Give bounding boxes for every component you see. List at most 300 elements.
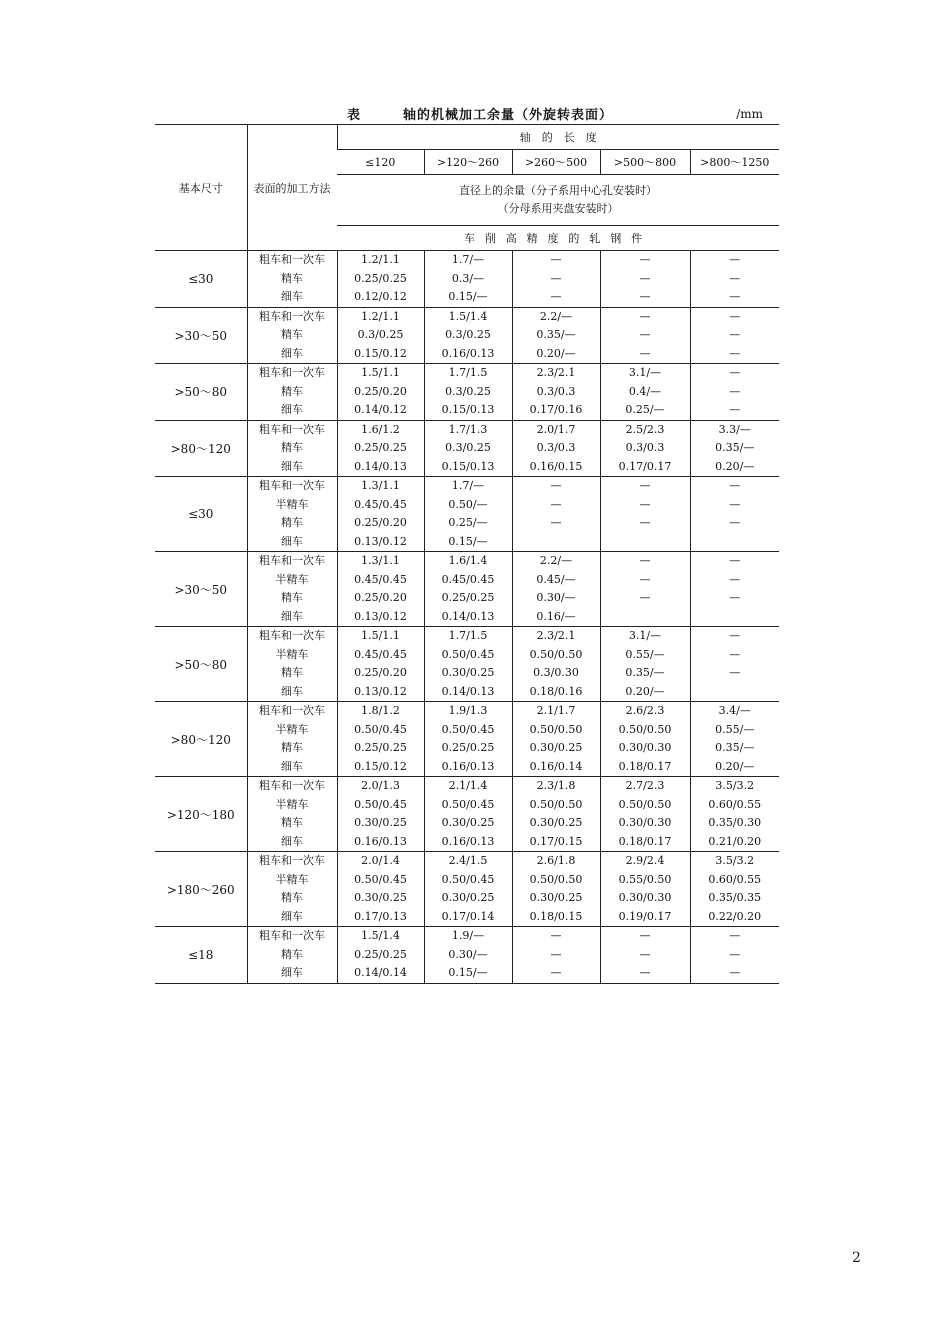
- method-line: 粗车和一次车: [259, 554, 325, 567]
- allowance-value: —: [639, 591, 651, 604]
- allowance-value: —: [729, 271, 741, 285]
- allowance-value: —: [729, 666, 741, 679]
- method-line: 精车: [281, 666, 303, 679]
- method-cell: [247, 777, 337, 852]
- allowance-cell: [424, 420, 512, 477]
- allowance-value: 2.4/1.5: [448, 854, 488, 867]
- basic-size-cell: ≤30: [155, 477, 247, 552]
- allowance-cell: [600, 307, 690, 364]
- allowance-value: 1.7/—: [451, 253, 485, 266]
- header-length-range: >500～800: [600, 150, 690, 175]
- allowance-value: —: [639, 309, 651, 323]
- allowance-value: 0.15/—: [448, 290, 488, 303]
- allowance-value: —: [729, 290, 741, 303]
- allowance-cell: [512, 852, 600, 927]
- allowance-value: —: [639, 253, 651, 266]
- allowance-value: 0.14/0.13: [441, 684, 495, 698]
- allowance-value: 0.16/0.13: [441, 346, 495, 360]
- allowance-cell: [337, 702, 424, 777]
- allowance-value: 1.6/1.2: [361, 422, 400, 436]
- allowance-value: 0.30/0.25: [529, 741, 583, 754]
- allowance-value: 2.0/1.7: [536, 422, 576, 436]
- allowance-value: 3.1/—: [628, 629, 662, 642]
- allowance-value: —: [550, 929, 562, 942]
- allowance-value: 3.5/3.2: [715, 779, 755, 792]
- allowance-value: 0.50/0.50: [529, 722, 583, 736]
- allowance-cell: [600, 364, 690, 421]
- allowance-note-line-1: 直径上的余量（分子系用中心孔安装时）: [459, 184, 657, 197]
- allowance-cell: [337, 927, 424, 984]
- allowance-value: 0.30/0.25: [441, 666, 495, 679]
- allowance-value: —: [729, 328, 741, 341]
- allowance-value: 0.3/—: [451, 271, 485, 285]
- allowance-value: 0.50/0.45: [441, 797, 495, 811]
- method-line: 精车: [281, 384, 303, 398]
- allowance-value: 1.5/1.4: [448, 309, 488, 323]
- method-line: 粗车和一次车: [259, 422, 325, 436]
- table-row: [155, 420, 779, 477]
- allowance-value: 0.25/0.20: [354, 666, 407, 679]
- table-row: [155, 927, 779, 984]
- allowance-value: 0.25/0.25: [354, 271, 407, 285]
- allowance-value: 2.3/2.1: [536, 366, 576, 379]
- allowance-value: 2.3/2.1: [536, 629, 576, 642]
- allowance-value: 0.20/—: [536, 346, 576, 360]
- method-cell: [247, 627, 337, 702]
- allowance-value: 0.25/0.25: [441, 591, 495, 604]
- allowance-value: 0.35/0.30: [708, 816, 762, 829]
- header-length-range: >120～260: [424, 150, 512, 175]
- allowance-value: 0.50/0.50: [529, 647, 583, 661]
- allowance-value: 0.30/0.25: [441, 816, 495, 829]
- allowance-value: 0.13/0.12: [354, 534, 407, 548]
- allowance-cell: [690, 477, 779, 552]
- header-allowance-note: [337, 175, 779, 226]
- table-row: [155, 852, 779, 927]
- allowance-cell: [600, 420, 690, 477]
- allowance-value: 0.3/0.25: [445, 441, 491, 454]
- allowance-value: 0.25/0.25: [354, 947, 407, 961]
- allowance-value: —: [729, 479, 741, 492]
- allowance-value: 0.15/0.13: [441, 459, 495, 473]
- allowance-value: 0.16/0.14: [529, 759, 583, 773]
- allowance-value: 0.55/0.50: [618, 872, 672, 886]
- allowance-value: 0.50/0.45: [354, 722, 407, 736]
- allowance-value: —: [729, 403, 741, 416]
- allowance-value: 2.1/1.7: [536, 704, 576, 717]
- allowance-value: 0.45/0.45: [441, 572, 495, 586]
- allowance-value: —: [550, 271, 562, 285]
- allowance-value: 0.55/—: [715, 722, 755, 736]
- allowance-cell: [690, 420, 779, 477]
- allowance-value: 2.9/2.4: [625, 854, 665, 867]
- allowance-value: —: [729, 947, 741, 961]
- allowance-cell: [690, 251, 779, 308]
- allowance-value: 0.25/0.25: [441, 741, 495, 754]
- allowance-value: 2.6/1.8: [536, 854, 576, 867]
- allowance-value: 0.50/0.45: [354, 797, 407, 811]
- allowance-value: 1.8/1.2: [361, 704, 400, 717]
- allowance-value: —: [550, 497, 562, 511]
- allowance-value: —: [550, 516, 562, 529]
- allowance-value: 0.30/—: [448, 947, 488, 961]
- allowance-value: [691, 683, 780, 702]
- allowance-cell: [512, 927, 600, 984]
- allowance-value: 1.5/1.4: [361, 929, 400, 942]
- allowance-value: 1.7/1.5: [448, 629, 488, 642]
- allowance-cell: [600, 552, 690, 627]
- header-length-range: >260～500: [512, 150, 600, 175]
- allowance-value: 0.17/0.14: [441, 909, 495, 923]
- allowance-value: —: [550, 479, 562, 492]
- allowance-cell: [690, 852, 779, 927]
- allowance-value: 0.25/—: [625, 403, 665, 416]
- allowance-cell: [424, 627, 512, 702]
- allowance-value: 0.15/0.13: [441, 403, 495, 416]
- allowance-value: —: [639, 479, 651, 492]
- method-line: 细车: [281, 459, 303, 473]
- basic-size-cell: ≤30: [155, 251, 247, 308]
- allowance-cell: [424, 307, 512, 364]
- method-line: 半精车: [275, 722, 309, 736]
- allowance-value: 0.35/—: [715, 741, 755, 754]
- allowance-value: 0.16/0.13: [441, 759, 495, 773]
- allowance-cell: [600, 251, 690, 308]
- method-line: 精车: [281, 741, 303, 754]
- allowance-value: —: [639, 572, 651, 586]
- allowance-value: 1.6/1.4: [448, 554, 488, 567]
- allowance-value: 2.2/—: [539, 309, 573, 323]
- allowance-value: 0.21/0.20: [708, 834, 762, 848]
- method-line: 粗车和一次车: [259, 629, 325, 642]
- method-line: 细车: [281, 684, 303, 698]
- allowance-value: 0.17/0.17: [618, 459, 672, 473]
- allowance-value: 0.30/0.25: [441, 891, 495, 904]
- allowance-value: 2.3/1.8: [536, 779, 576, 792]
- allowance-value: 1.7/1.5: [448, 366, 488, 379]
- allowance-value: 0.17/0.15: [529, 834, 583, 848]
- allowance-value: —: [550, 966, 562, 979]
- allowance-value: 0.35/—: [625, 666, 665, 679]
- caption-unit: /mm: [736, 107, 763, 121]
- allowance-value: 0.55/—: [625, 647, 665, 661]
- allowance-cell: [690, 364, 779, 421]
- allowance-value: 1.3/1.1: [361, 554, 400, 567]
- table-row: [155, 477, 779, 552]
- allowance-value: 0.14/0.12: [354, 403, 407, 416]
- allowance-value: 0.50/0.50: [618, 797, 672, 811]
- basic-size-cell: >120～180: [155, 777, 247, 852]
- allowance-value: 0.50/0.50: [529, 797, 583, 811]
- table-row: [155, 307, 779, 364]
- allowance-value: [691, 533, 780, 552]
- allowance-cell: [337, 777, 424, 852]
- allowance-value: 0.35/—: [536, 328, 576, 341]
- header-method: 表面的加工方法: [247, 125, 337, 251]
- basic-size-cell: >50～80: [155, 364, 247, 421]
- allowance-value: 0.45/—: [536, 572, 576, 586]
- allowance-cell: [512, 627, 600, 702]
- allowance-value: 1.9/—: [451, 929, 485, 942]
- allowance-value: —: [550, 947, 562, 961]
- method-line: 粗车和一次车: [259, 309, 325, 323]
- allowance-value: —: [729, 554, 741, 567]
- allowance-cell: [424, 477, 512, 552]
- allowance-value: 0.12/0.12: [354, 290, 407, 303]
- allowance-cell: [337, 420, 424, 477]
- allowance-value: 0.18/0.17: [618, 759, 672, 773]
- allowance-value: —: [729, 591, 741, 604]
- allowance-value: 0.20/—: [715, 759, 755, 773]
- allowance-value: —: [639, 346, 651, 360]
- allowance-value: 0.16/0.15: [529, 459, 583, 473]
- method-cell: [247, 477, 337, 552]
- allowance-value: 0.30/—: [536, 591, 576, 604]
- allowance-value: 0.25/—: [448, 516, 488, 529]
- allowance-value: 0.30/0.30: [618, 741, 672, 754]
- allowance-value: 0.17/0.13: [354, 909, 407, 923]
- allowance-cell: [690, 627, 779, 702]
- method-line: 细车: [281, 290, 303, 303]
- allowance-value: 0.45/0.45: [354, 572, 407, 586]
- method-line: 半精车: [275, 497, 309, 511]
- allowance-value: 2.5/2.3: [625, 422, 665, 436]
- allowance-value: 0.30/0.25: [354, 891, 407, 904]
- allowance-value: 0.13/0.12: [354, 684, 407, 698]
- allowance-value: 0.30/0.25: [354, 816, 407, 829]
- allowance-value: 0.16/0.13: [441, 834, 495, 848]
- allowance-value: 2.0/1.3: [361, 779, 400, 792]
- allowance-value: 0.3/0.25: [445, 384, 491, 398]
- allowance-value: —: [639, 966, 651, 979]
- caption-prefix: 表: [347, 108, 361, 123]
- allowance-cell: [337, 552, 424, 627]
- method-line: 半精车: [275, 572, 309, 586]
- allowance-value: 1.5/1.1: [361, 629, 400, 642]
- allowance-value: 0.60/0.55: [708, 797, 762, 811]
- allowance-cell: [337, 307, 424, 364]
- basic-size-cell: >180～260: [155, 852, 247, 927]
- method-line: 细车: [281, 834, 303, 848]
- method-cell: [247, 852, 337, 927]
- method-line: 精车: [281, 271, 303, 285]
- allowance-value: 0.35/—: [715, 441, 755, 454]
- allowance-cell: [690, 307, 779, 364]
- allowance-value: 0.4/—: [628, 384, 662, 398]
- allowance-cell: [337, 251, 424, 308]
- allowance-value: —: [729, 309, 741, 323]
- allowance-cell: [600, 477, 690, 552]
- allowance-cell: [600, 852, 690, 927]
- allowance-value: —: [729, 629, 741, 642]
- allowance-value: 0.25/0.20: [354, 516, 407, 529]
- allowance-value: —: [729, 384, 741, 398]
- allowance-value: 0.45/0.45: [354, 497, 407, 511]
- allowance-value: [691, 608, 780, 627]
- allowance-value: 0.45/0.45: [354, 647, 407, 661]
- allowance-value: 0.17/0.16: [529, 403, 583, 416]
- allowance-value: 1.3/1.1: [361, 479, 400, 492]
- allowance-value: 0.14/0.13: [441, 609, 495, 623]
- allowance-value: 0.50/0.45: [354, 872, 407, 886]
- allowance-value: —: [639, 516, 651, 529]
- allowance-cell: [690, 777, 779, 852]
- allowance-value: 0.15/0.12: [354, 759, 407, 773]
- basic-size-cell: >80～120: [155, 420, 247, 477]
- method-line: 粗车和一次车: [259, 253, 325, 266]
- allowance-value: 0.50/0.45: [441, 647, 495, 661]
- allowance-value: [513, 533, 600, 552]
- allowance-value: 0.3/0.25: [445, 328, 491, 341]
- table-caption: [155, 102, 785, 124]
- method-cell: [247, 552, 337, 627]
- header-shaft-length: 轴 的 长 度: [337, 125, 779, 150]
- method-line: 粗车和一次车: [259, 779, 325, 792]
- allowance-value: 0.3/0.25: [357, 328, 404, 341]
- allowance-cell: [690, 927, 779, 984]
- allowance-value: 0.50/—: [448, 497, 488, 511]
- allowance-value: 0.30/0.25: [529, 816, 583, 829]
- basic-size-cell: >80～120: [155, 702, 247, 777]
- allowance-cell: [600, 777, 690, 852]
- allowance-value: 0.25/0.25: [354, 741, 407, 754]
- method-line: 细车: [281, 534, 303, 548]
- allowance-value: 0.30/0.30: [618, 891, 672, 904]
- allowance-value: 0.50/0.50: [618, 722, 672, 736]
- allowance-note-line-2: （分母系用夹盘安装时）: [497, 202, 619, 215]
- basic-size-cell: ≤18: [155, 927, 247, 984]
- method-line: 半精车: [275, 797, 309, 811]
- allowance-value: 0.50/0.45: [441, 722, 495, 736]
- table-row: [155, 552, 779, 627]
- allowance-cell: [512, 552, 600, 627]
- allowance-cell: [424, 251, 512, 308]
- allowance-value: 0.15/—: [448, 966, 488, 979]
- basic-size-cell: >30～50: [155, 307, 247, 364]
- allowance-value: 0.60/0.55: [708, 872, 762, 886]
- method-line: 精车: [281, 891, 303, 904]
- allowance-value: 0.20/—: [715, 459, 755, 473]
- method-line: 精车: [281, 591, 303, 604]
- method-cell: [247, 364, 337, 421]
- allowance-cell: [512, 477, 600, 552]
- method-cell: [247, 420, 337, 477]
- allowance-value: 0.22/0.20: [708, 909, 762, 923]
- allowance-value: 0.3/0.3: [536, 384, 576, 398]
- allowance-value: —: [550, 290, 562, 303]
- allowance-cell: [512, 251, 600, 308]
- allowance-cell: [512, 420, 600, 477]
- allowance-value: 0.14/0.14: [354, 966, 407, 979]
- allowance-value: 0.25/0.25: [354, 441, 407, 454]
- table-row: [155, 702, 779, 777]
- allowance-value: —: [729, 497, 741, 511]
- allowance-cell: [600, 627, 690, 702]
- allowance-value: 0.25/0.20: [354, 591, 407, 604]
- allowance-value: 0.13/0.12: [354, 609, 407, 623]
- method-line: 精车: [281, 816, 303, 829]
- method-line: 细车: [281, 909, 303, 923]
- allowance-cell: [512, 777, 600, 852]
- allowance-cell: [690, 702, 779, 777]
- allowance-value: —: [639, 929, 651, 942]
- allowance-cell: [337, 852, 424, 927]
- method-line: 精车: [281, 947, 303, 961]
- allowance-value: 0.3/0.30: [533, 666, 579, 679]
- allowance-value: —: [729, 366, 741, 379]
- allowance-value: 0.16/—: [536, 609, 576, 623]
- allowance-value: 1.2/1.1: [361, 253, 400, 266]
- allowance-value: —: [639, 328, 651, 341]
- allowance-value: 0.3/0.3: [536, 441, 576, 454]
- allowance-value: 0.50/0.45: [441, 872, 495, 886]
- allowance-value: [601, 608, 690, 627]
- allowance-cell: [424, 927, 512, 984]
- method-cell: [247, 702, 337, 777]
- method-cell: [247, 307, 337, 364]
- allowance-value: —: [729, 572, 741, 586]
- allowance-value: 0.15/—: [448, 534, 488, 548]
- allowance-value: —: [639, 947, 651, 961]
- method-line: 细车: [281, 759, 303, 773]
- allowance-cell: [600, 702, 690, 777]
- caption-title: 轴的机械加工余量（外旋转表面）: [403, 108, 614, 123]
- allowance-value: 0.14/0.13: [354, 459, 407, 473]
- method-line: 细车: [281, 346, 303, 360]
- allowance-value: 3.1/—: [628, 366, 662, 379]
- allowance-value: 0.18/0.15: [529, 909, 583, 923]
- allowance-value: 0.20/—: [625, 684, 665, 698]
- allowance-value: 0.30/0.30: [618, 816, 672, 829]
- allowance-value: —: [729, 253, 741, 266]
- allowance-value: 2.2/—: [539, 554, 573, 567]
- basic-size-cell: >30～50: [155, 552, 247, 627]
- header-basic-size: 基本尺寸: [155, 125, 247, 251]
- allowance-value: —: [729, 966, 741, 979]
- allowance-value: 0.18/0.17: [618, 834, 672, 848]
- method-line: 精车: [281, 516, 303, 529]
- method-line: 粗车和一次车: [259, 366, 325, 379]
- allowance-cell: [424, 552, 512, 627]
- allowance-value: 3.3/—: [718, 422, 751, 436]
- allowance-value: —: [639, 554, 651, 567]
- method-line: 细车: [281, 403, 303, 416]
- allowance-value: 0.16/0.13: [354, 834, 407, 848]
- machining-allowance-table: [155, 124, 779, 984]
- allowance-cell: [337, 627, 424, 702]
- method-line: 精车: [281, 328, 303, 341]
- method-line: 半精车: [275, 872, 309, 886]
- allowance-value: —: [729, 346, 741, 360]
- method-cell: [247, 927, 337, 984]
- allowance-value: —: [639, 271, 651, 285]
- allowance-cell: [512, 307, 600, 364]
- method-line: 细车: [281, 966, 303, 979]
- allowance-value: 1.2/1.1: [361, 309, 400, 323]
- allowance-value: 0.25/0.20: [354, 384, 407, 398]
- table-row: [155, 364, 779, 421]
- allowance-cell: [424, 852, 512, 927]
- method-line: 粗车和一次车: [259, 854, 325, 867]
- allowance-value: 0.15/0.12: [354, 346, 407, 360]
- allowance-value: 2.0/1.4: [361, 854, 400, 867]
- method-line: 精车: [281, 441, 303, 454]
- allowance-value: 3.4/—: [718, 704, 751, 717]
- allowance-cell: [690, 552, 779, 627]
- allowance-value: 1.7/—: [451, 479, 485, 492]
- allowance-value: —: [639, 497, 651, 511]
- allowance-value: 0.3/0.3: [625, 441, 665, 454]
